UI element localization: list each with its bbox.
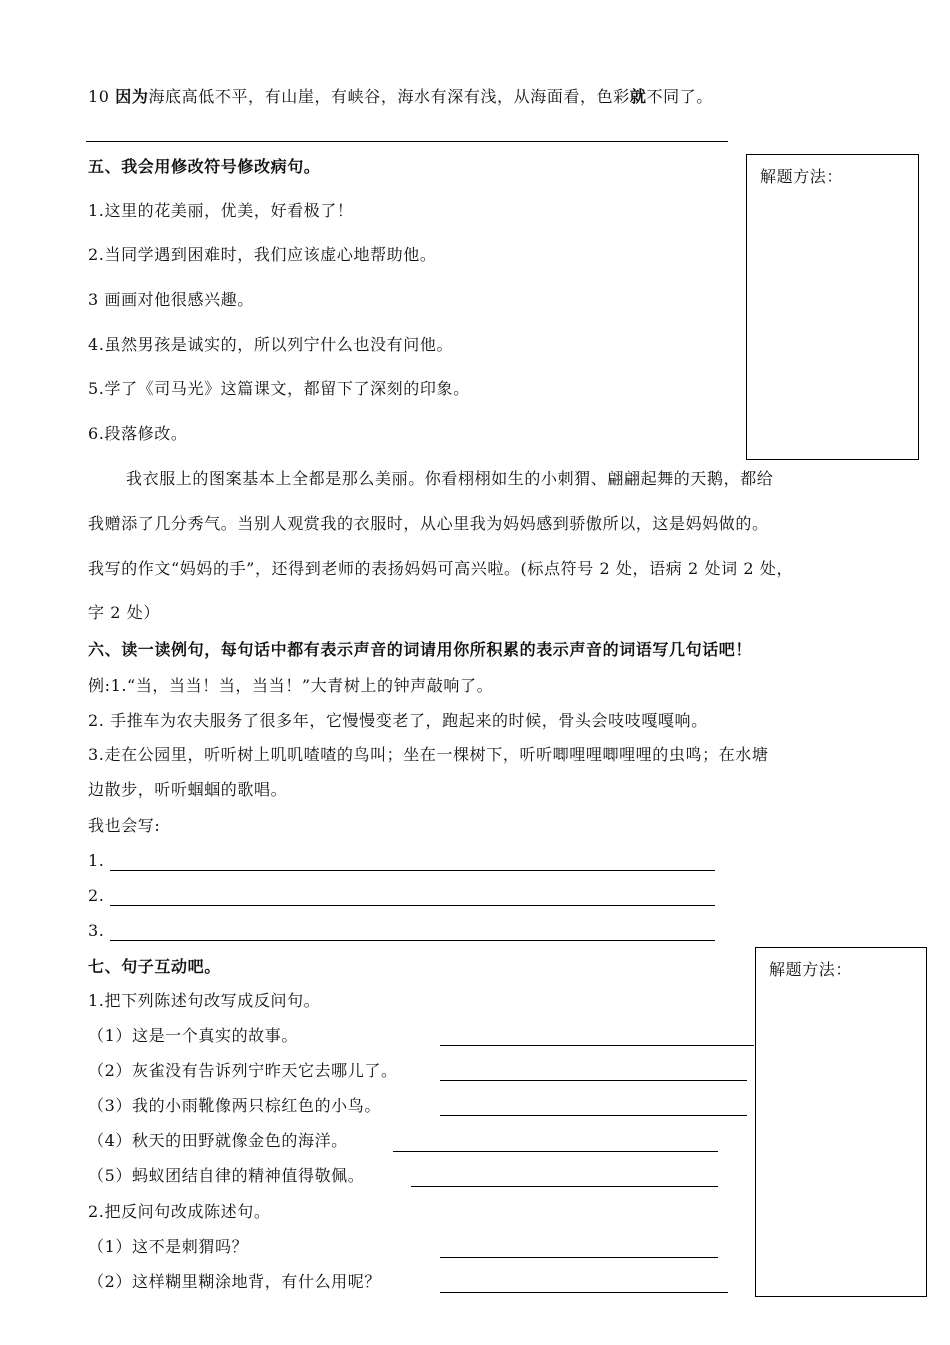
section7-part2-instruction: 2.把反问句改成陈述句。 — [88, 1202, 271, 1221]
section5-item-6: 6.段落修改。 — [88, 424, 188, 443]
q10-text-2: 不同了。 — [646, 87, 713, 106]
section5-paragraph-line-4: 字 2 处） — [88, 603, 160, 622]
section5-item-3: 3 画画对他很感兴趣。 — [88, 290, 254, 309]
section5-paragraph-line-2: 我赠添了几分秀气。当别人观赏我的衣服时，从心里我为妈妈感到骄傲所以，这是妈妈做的。 — [88, 514, 769, 533]
section5-item-4: 4.虽然男孩是诚实的，所以列宁什么也没有问他。 — [88, 335, 454, 354]
section5-item-1: 1.这里的花美丽，优美，好看极了！ — [88, 201, 354, 220]
section5-item-2: 2.当同学遇到困难时，我们应该虚心地帮助他。 — [88, 245, 437, 264]
section7-part1-answer-line-5[interactable] — [411, 1186, 718, 1187]
section7-part1-item-1: （1）这是一个真实的故事。 — [88, 1026, 298, 1045]
section5-method-box[interactable] — [746, 154, 919, 460]
q10-text-1: 海底高低不平，有山崖，有峡谷，海水有深有浅，从海面看，色彩 — [148, 87, 630, 106]
section6-example-1: 例:1.“当，当当！当，当当！”大青树上的钟声敲响了。 — [88, 676, 494, 695]
section6-example-3b: 边散步，听听蝈蝈的歌唱。 — [88, 780, 288, 799]
section7-part2-answer-line-2[interactable] — [440, 1292, 728, 1293]
q10-number: 10 — [88, 87, 116, 106]
section7-part1-item-3: （3）我的小雨靴像两只棕红色的小鸟。 — [88, 1096, 381, 1115]
section6-blank-number-3: 3. — [88, 921, 105, 940]
section6-blank-line-3[interactable] — [110, 940, 715, 941]
section7-part2-item-2: （2）这样糊里糊涂地背，有什么用呢？ — [88, 1272, 381, 1291]
section6-prompt: 我也会写: — [88, 816, 161, 835]
q10-keyword-because: 因为 — [115, 87, 149, 106]
section7-part1-item-5: （5）蚂蚁团结自律的精神值得敬佩。 — [88, 1166, 365, 1185]
section5-paragraph-line-1: 我衣服上的图案基本上全都是那么美丽。你看栩栩如生的小刺猬、翩翩起舞的天鹅，都给 — [126, 469, 774, 488]
section5-item-5: 5.学了《司马光》这篇课文，都留下了深刻的印象。 — [88, 379, 470, 398]
q10-keyword-then: 就 — [629, 87, 647, 106]
section7-part1-item-2: （2）灰雀没有告诉列宁昨天它去哪儿了。 — [88, 1061, 398, 1080]
section6-blank-number-1: 1. — [88, 851, 105, 870]
q10-line — [88, 87, 713, 107]
section7-title: 七、句子互动吧。 — [88, 957, 221, 976]
section6-example-3a: 3.走在公园里，听听树上叽叽喳喳的鸟叫；坐在一棵树下，听听唧哩哩唧哩哩的虫鸣；在水塘 — [88, 745, 769, 764]
section7-part2-item-1: （1）这不是刺猬吗？ — [88, 1237, 249, 1256]
section6-blank-line-1[interactable] — [110, 870, 715, 871]
section7-part1-item-4: （4）秋天的田野就像金色的海洋。 — [88, 1131, 348, 1150]
section5-title: 五、我会用修改符号修改病句。 — [88, 157, 321, 176]
section5-paragraph-line-3: 我写的作文“妈妈的手”，还得到老师的表扬妈妈可高兴啦。(标点符号 2 处，语病 2 处词 2 处， — [88, 559, 794, 578]
section7-method-box[interactable] — [755, 947, 927, 1297]
section6-blank-number-2: 2. — [88, 886, 105, 905]
section6-blank-line-2[interactable] — [110, 905, 715, 906]
section7-part1-answer-line-1[interactable] — [440, 1045, 754, 1046]
section5-method-label: 解题方法： — [760, 167, 844, 186]
section7-method-label: 解题方法： — [769, 960, 853, 979]
section6-title: 六、读一读例句，每句话中都有表示声音的词请用你所积累的表示声音的词语写几句话吧！ — [88, 640, 753, 659]
section7-part2-answer-line-1[interactable] — [440, 1257, 718, 1258]
section6-example-2: 2. 手推车为农夫服务了很多年，它慢慢变老了，跑起来的时候，骨头会吱吱嘎嘎响。 — [88, 711, 708, 730]
q10-answer-line[interactable] — [86, 141, 728, 142]
section7-part1-answer-line-2[interactable] — [440, 1080, 747, 1081]
section7-part1-answer-line-3[interactable] — [440, 1115, 747, 1116]
section7-part1-instruction: 1.把下列陈述句改写成反问句。 — [88, 991, 321, 1010]
section7-part1-answer-line-4[interactable] — [393, 1151, 718, 1152]
